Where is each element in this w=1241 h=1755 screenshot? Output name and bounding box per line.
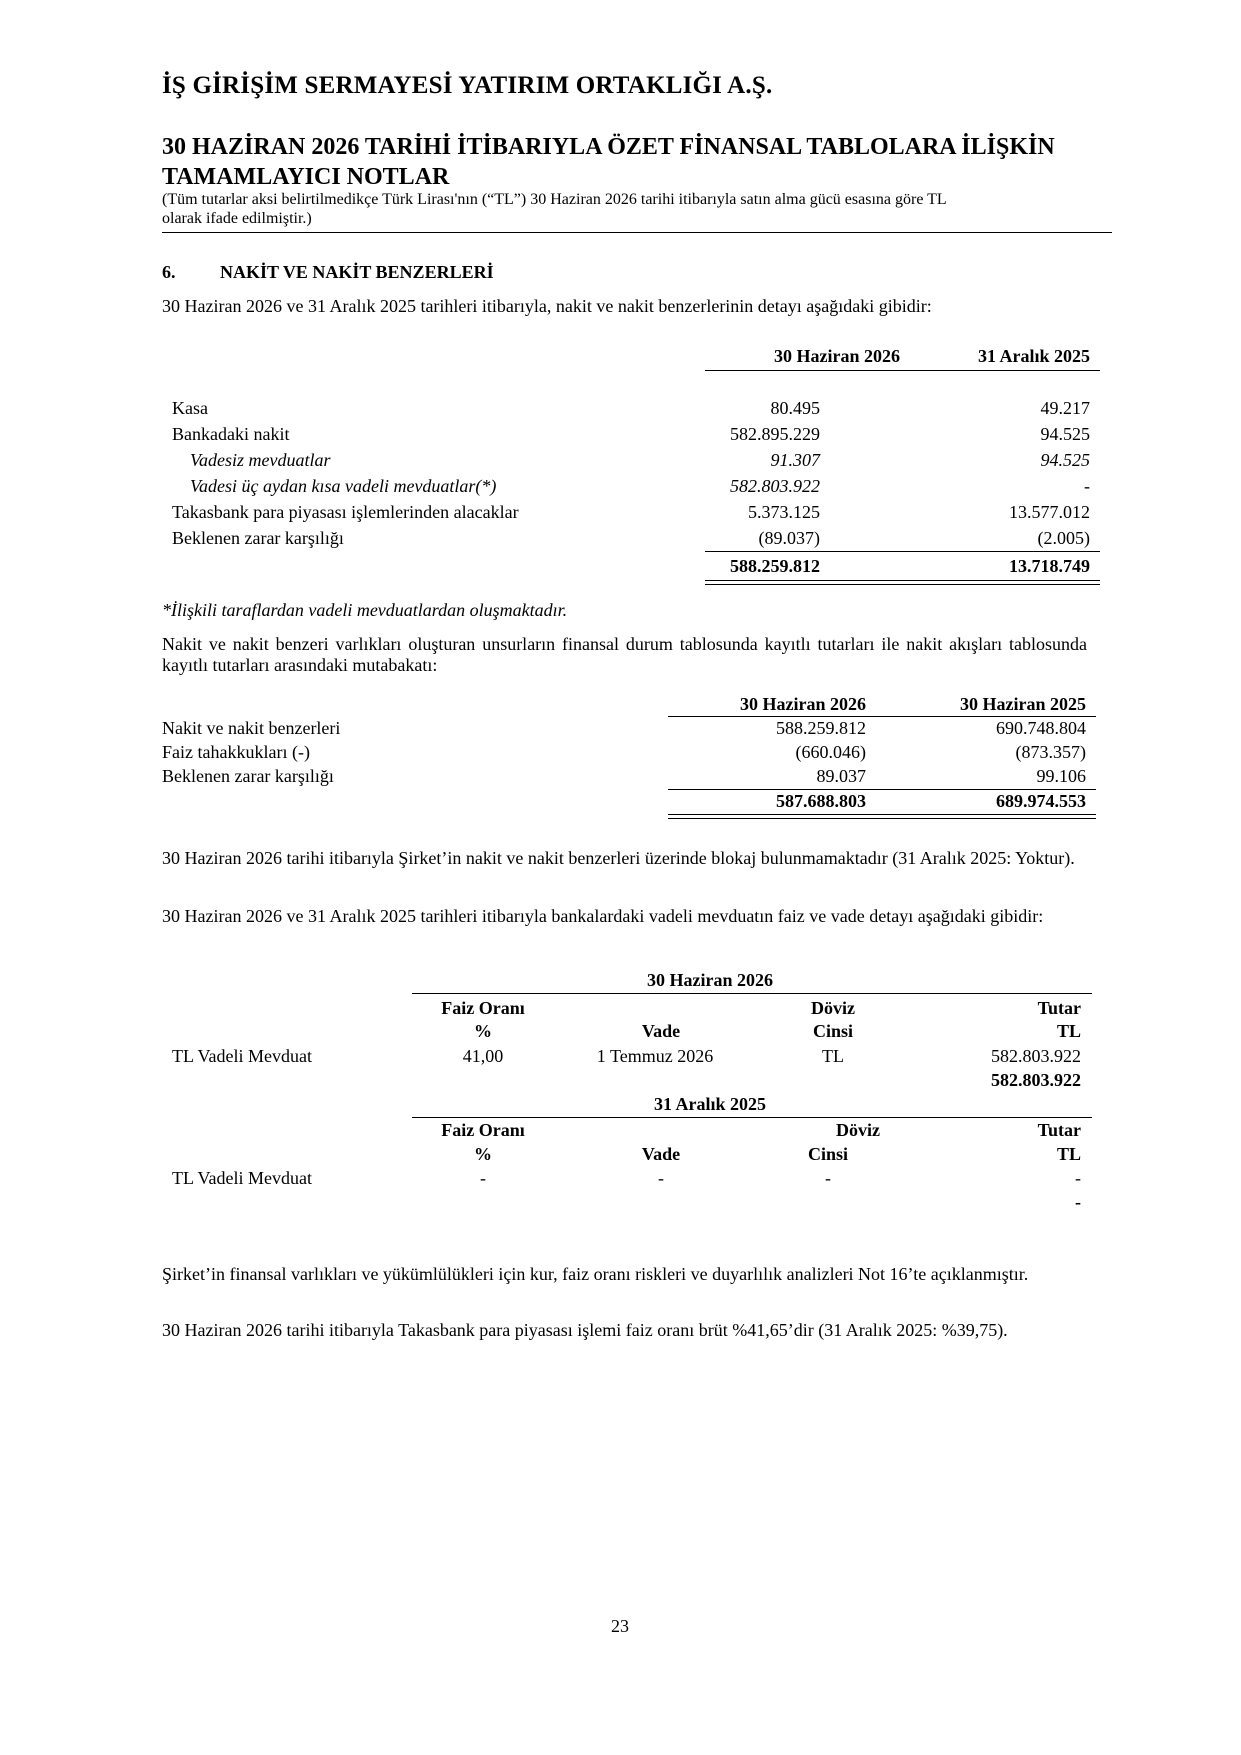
deposit-2026-period-underline bbox=[412, 993, 1092, 994]
company-name: İŞ GİRİŞİM SERMAYESİ YATIRIM ORTAKLIĞI A.Ş. bbox=[162, 72, 773, 99]
total-value-2025: 689.974.553 bbox=[996, 791, 1086, 811]
subtitle-line-1: (Tüm tutarlar aksi belirtilmedikçe Türk Lirası'nın (“TL”) 30 Haziran 2026 tarihi itibarıyla satın alma gücü esasına göre TL bbox=[162, 191, 947, 208]
cash-col2-header: 31 Aralık 2025 bbox=[977, 346, 1090, 366]
row-label: Vadesiz mevduatlar bbox=[190, 450, 331, 470]
deposit-row-rate: 41,00 bbox=[462, 1046, 504, 1066]
table-row bbox=[172, 424, 1090, 448]
table-row bbox=[162, 742, 1086, 765]
deposit-row-currency: TL bbox=[822, 1046, 844, 1066]
deposit-period-2026: 30 Haziran 2026 bbox=[647, 970, 773, 990]
deposit-header-rate: Faiz Oranı bbox=[441, 1120, 525, 1140]
deposit-period-2025: 31 Aralık 2025 bbox=[653, 1094, 767, 1114]
row-label: Beklenen zarar karşılığı bbox=[162, 766, 334, 786]
deposit-row-amount: - bbox=[1075, 1168, 1081, 1188]
row-value-2026: 80.495 bbox=[770, 398, 820, 418]
row-value-2025: 99.106 bbox=[1036, 766, 1086, 786]
row-value-2025: 94.525 bbox=[1040, 424, 1090, 444]
table-row bbox=[172, 398, 1090, 422]
row-value-2025: 690.748.804 bbox=[996, 718, 1086, 738]
deposit-header-currency: Döviz bbox=[811, 998, 855, 1018]
blockage-paragraph: 30 Haziran 2026 tarihi itibarıyla Şirket’in nakit ve nakit benzerleri üzerinde blokaj bulunmamaktadır (31 Aralık 2025: Yoktur). bbox=[162, 848, 1075, 868]
row-value-2025: 49.217 bbox=[1040, 398, 1090, 418]
deposit-total-amount: - bbox=[1075, 1192, 1081, 1212]
row-value-2026: 5.373.125 bbox=[748, 502, 820, 522]
deposit-header-amount: Tutar bbox=[1037, 998, 1081, 1018]
section-number: 6. bbox=[162, 262, 176, 282]
recon-col2-header: 30 Haziran 2025 bbox=[960, 694, 1086, 714]
row-label: Faiz tahakkukları (-) bbox=[162, 742, 310, 762]
total-value-2026: 587.688.803 bbox=[776, 791, 866, 811]
cash-col1-header: 30 Haziran 2026 bbox=[774, 346, 900, 366]
table-row bbox=[172, 476, 1090, 500]
cash-footnote: *İlişkili taraflardan vadeli mevduatlardan oluşmaktadır. bbox=[162, 600, 568, 620]
deposit-header-amount: Tutar bbox=[1037, 1120, 1081, 1140]
deposit-2025-period-underline bbox=[412, 1117, 1092, 1118]
deposit-row-rate: - bbox=[480, 1168, 486, 1188]
row-value-2026: 91.307 bbox=[770, 450, 820, 470]
takasbank-paragraph: 30 Haziran 2026 tarihi itibarıyla Takasbank para piyasası işlemi faiz oranı brüt %41,65’dir (31 Aralık 2025: %39,75). bbox=[162, 1320, 1008, 1340]
deposit-row-label: TL Vadeli Mevduat bbox=[172, 1046, 312, 1066]
deposit-header-currency-2: Cinsi bbox=[812, 1021, 854, 1041]
deposit-header-maturity: Vade bbox=[641, 1021, 681, 1041]
deposit-header-rate-unit: % bbox=[474, 1021, 492, 1041]
row-value-2025: (873.357) bbox=[1015, 742, 1086, 762]
deposit-row-amount: 582.803.922 bbox=[991, 1046, 1081, 1066]
section-title: NAKİT VE NAKİT BENZERLERİ bbox=[220, 262, 494, 282]
deposit-header-rate-unit: % bbox=[474, 1144, 492, 1164]
row-label: Beklenen zarar karşılığı bbox=[172, 528, 344, 548]
cash-total-row bbox=[172, 556, 1090, 580]
cash-total-double-line bbox=[705, 580, 1100, 585]
table-row bbox=[172, 450, 1090, 474]
subtitle-line-2: olarak ifade edilmiştir.) bbox=[162, 210, 312, 227]
deposit-header-currency-2: Cinsi bbox=[807, 1144, 849, 1164]
title-line-1: 30 HAZİRAN 2026 TARİHİ İTİBARIYLA ÖZET FİNANSAL TABLOLARA İLİŞKİN bbox=[162, 134, 1055, 160]
deposit-header-rate: Faiz Oranı bbox=[441, 998, 525, 1018]
recon-subtotal-line bbox=[668, 789, 1096, 790]
recon-total-row bbox=[162, 791, 1086, 814]
table-row bbox=[162, 718, 1086, 741]
deposit-header-amount-unit: TL bbox=[1056, 1021, 1081, 1041]
deposit-header-currency: Döviz bbox=[836, 1120, 880, 1140]
row-value-2025: (2.005) bbox=[1037, 528, 1090, 548]
page-number: 23 bbox=[611, 1616, 629, 1636]
table-row bbox=[172, 502, 1090, 526]
row-value-2026: (660.046) bbox=[795, 742, 866, 762]
row-value-2025: 94.525 bbox=[1040, 450, 1090, 470]
total-value-2026: 588.259.812 bbox=[730, 556, 820, 576]
row-label: Takasbank para piyasası işlemlerinden alacaklar bbox=[172, 502, 519, 522]
row-value-2025: 13.577.012 bbox=[1009, 502, 1090, 522]
table-row bbox=[172, 528, 1090, 552]
deposit-total-amount: 582.803.922 bbox=[991, 1070, 1081, 1090]
row-value-2025: - bbox=[1084, 476, 1090, 496]
section-intro: 30 Haziran 2026 ve 31 Aralık 2025 tarihleri itibarıyla, nakit ve nakit benzerlerinin detayı aşağıdaki gibidir: bbox=[162, 296, 932, 316]
deposit-header-maturity: Vade bbox=[641, 1144, 681, 1164]
cash-header-underline bbox=[705, 370, 1100, 371]
cash-table bbox=[0, 0, 1241, 600]
reconciliation-intro: Nakit ve nakit benzeri varlıkları oluşturan unsurların finansal durum tablosunda kayıtlı tutarları ile nakit akışları tablosunda kayıtlı tutarları arasındaki mutabakatı: bbox=[162, 634, 1087, 675]
risk-paragraph: Şirket’in finansal varlıkları ve yükümlülükleri için kur, faiz oranı riskleri ve duyarlılık analizleri Not 16’te açıklanmıştır. bbox=[162, 1264, 1029, 1284]
title-line-2: TAMAMLAYICI NOTLAR bbox=[162, 164, 450, 190]
row-label: Bankadaki nakit bbox=[172, 424, 290, 444]
row-label: Nakit ve nakit benzerleri bbox=[162, 718, 341, 738]
deposit-intro-paragraph: 30 Haziran 2026 ve 31 Aralık 2025 tarihleri itibarıyla bankalardaki vadeli mevduatın faiz ve vade detayı aşağıdaki gibidir: bbox=[162, 906, 1044, 926]
row-value-2026: 582.803.922 bbox=[730, 476, 820, 496]
recon-header-underline bbox=[668, 716, 1096, 717]
deposit-header-amount-unit: TL bbox=[1056, 1144, 1081, 1164]
deposit-row-currency: - bbox=[825, 1168, 831, 1188]
row-value-2026: 588.259.812 bbox=[776, 718, 866, 738]
deposit-row-maturity: - bbox=[658, 1168, 664, 1188]
recon-total-double-line bbox=[668, 814, 1096, 819]
row-label: Kasa bbox=[172, 398, 208, 418]
row-value-2026: 582.895.229 bbox=[730, 424, 820, 444]
row-value-2026: 89.037 bbox=[816, 766, 866, 786]
deposit-row-maturity: 1 Temmuz 2026 bbox=[596, 1046, 714, 1066]
total-value-2025: 13.718.749 bbox=[1009, 556, 1090, 576]
row-label: Vadesi üç aydan kısa vadeli mevduatlar(*) bbox=[190, 476, 497, 496]
deposit-row-label: TL Vadeli Mevduat bbox=[172, 1168, 312, 1188]
table-row bbox=[162, 766, 1086, 789]
recon-col1-header: 30 Haziran 2026 bbox=[740, 694, 866, 714]
row-value-2026: (89.037) bbox=[758, 528, 820, 548]
cash-subtotal-line bbox=[705, 551, 1100, 552]
